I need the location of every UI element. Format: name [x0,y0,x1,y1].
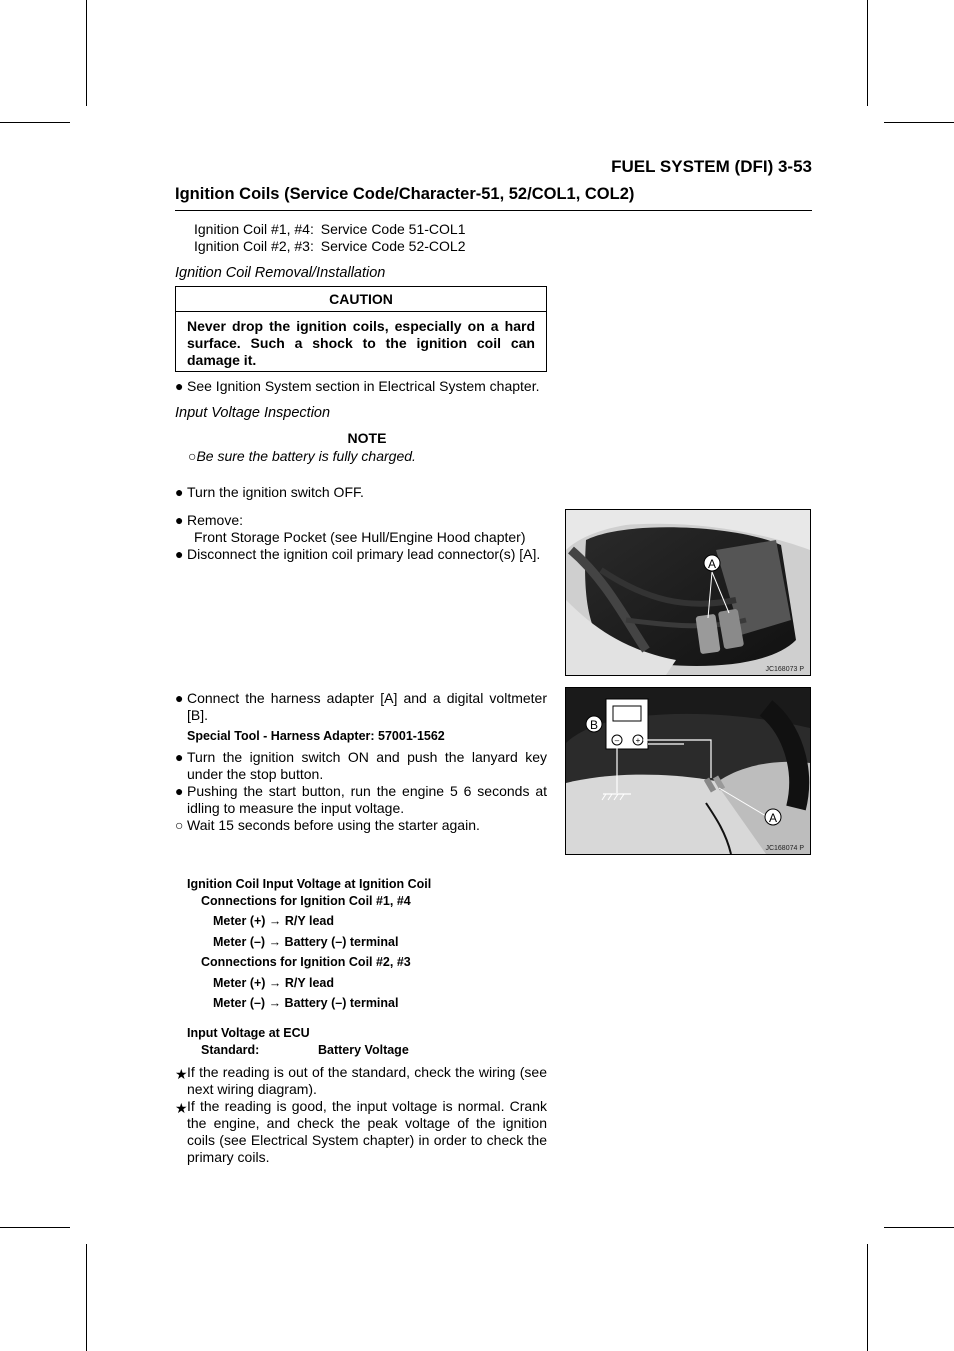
service-code-row: Ignition Coil #1, #4: Service Code 51-COL1 [194,221,466,237]
spec-value: Battery Voltage [318,1043,409,1057]
spec-title: Ignition Coil Input Voltage at Ignition Coil [187,877,432,891]
list-item: ★ If the reading is out of the standard, check the wiring (see next wiring diagram). [175,1064,547,1097]
crop-mark [86,1244,87,1351]
caution-text: Never drop the ignition coils, especially on a hard surface. Such a shock to the ignition coil can damage it. [187,318,535,368]
spec-line: Meter (+) → R/Y lead [213,976,334,990]
star-icon: ★ [175,1066,188,1082]
callout-b: B [589,718,599,732]
service-code-row: Ignition Coil #2, #3: Service Code 52-COL2 [194,238,466,254]
caution-box [175,286,547,372]
figure-voltmeter-photo [565,687,811,855]
callout-a: A [768,811,778,825]
list-item: ● Disconnect the ignition coil primary lead connector(s) [A]. [175,546,541,562]
removal-heading: Ignition Coil Removal/Installation [175,265,386,281]
inspection-heading: Input Voltage Inspection [175,405,331,421]
special-tool: Special Tool - Harness Adapter: 57001-1562 [187,729,445,743]
figure-connector-photo [565,509,811,676]
list-item: ● Pushing the start button, run the engine 5 6 seconds at idling to measure the input voltage. [175,783,547,816]
bullet-icon: ● [175,378,184,394]
svg-text:–: – [614,736,620,745]
list-item: ● Turn the ignition switch ON and push the lanyard key under the stop button. [175,749,547,782]
crop-mark [867,1244,868,1351]
figure-code: JC168074 P [765,845,804,852]
crop-mark [86,0,87,106]
spec-label: Standard: [201,1043,260,1057]
callout-a: A [707,557,717,571]
remove-item: Front Storage Pocket (see Hull/Engine Hood chapter) [194,529,526,545]
crop-mark [884,122,954,123]
spec-group: Connections for Ignition Coil #1, #4 [201,894,411,908]
list-item: ● See Ignition System section in Electrical System chapter. [175,378,540,394]
crop-mark [0,122,70,123]
spec-line: Meter (–) → Battery (–) terminal [213,935,399,949]
bullet-icon: ● [175,484,184,500]
list-item: ○ Wait 15 seconds before using the starter again. [175,817,480,833]
crop-mark [884,1227,954,1228]
note-item: ○Be sure the battery is fully charged. [188,448,416,464]
section-title: Ignition Coils (Service Code/Character-51, 52/COL1, COL2) [175,185,635,203]
bullet-icon: ● [175,512,184,528]
svg-text:+: + [635,736,641,745]
figure-code: JC168073 P [765,666,804,673]
list-item: ★ If the reading is good, the input voltage is normal. Crank the engine, and check the peak voltage of the ignition coils (see Electrical System chapter) in order to check the primary coils. [175,1098,547,1165]
list-item: ● Turn the ignition switch OFF. [175,484,364,500]
caution-title: CAUTION [176,287,546,312]
list-item: ● Connect the harness adapter [A] and a digital voltmeter [B]. [175,690,547,723]
open-circle-icon: ○ [175,817,184,833]
open-circle-icon: ○ [188,448,197,464]
title-rule [175,210,812,211]
bullet-icon: ● [175,749,184,765]
star-icon: ★ [175,1100,188,1116]
crop-mark [867,0,868,106]
spec-title: Input Voltage at ECU [187,1026,310,1040]
spec-group: Connections for Ignition Coil #2, #3 [201,955,411,969]
bullet-icon: ● [175,783,184,799]
spec-line: Meter (–) → Battery (–) terminal [213,996,399,1010]
running-title: FUEL SYSTEM (DFI) 3-53 [611,157,812,176]
spec-line: Meter (+) → R/Y lead [213,914,334,928]
bullet-icon: ● [175,690,184,706]
crop-mark [0,1227,70,1228]
note-title: NOTE [347,430,387,446]
bullet-icon: ● [175,546,184,562]
list-item: ● Remove: [175,512,244,528]
